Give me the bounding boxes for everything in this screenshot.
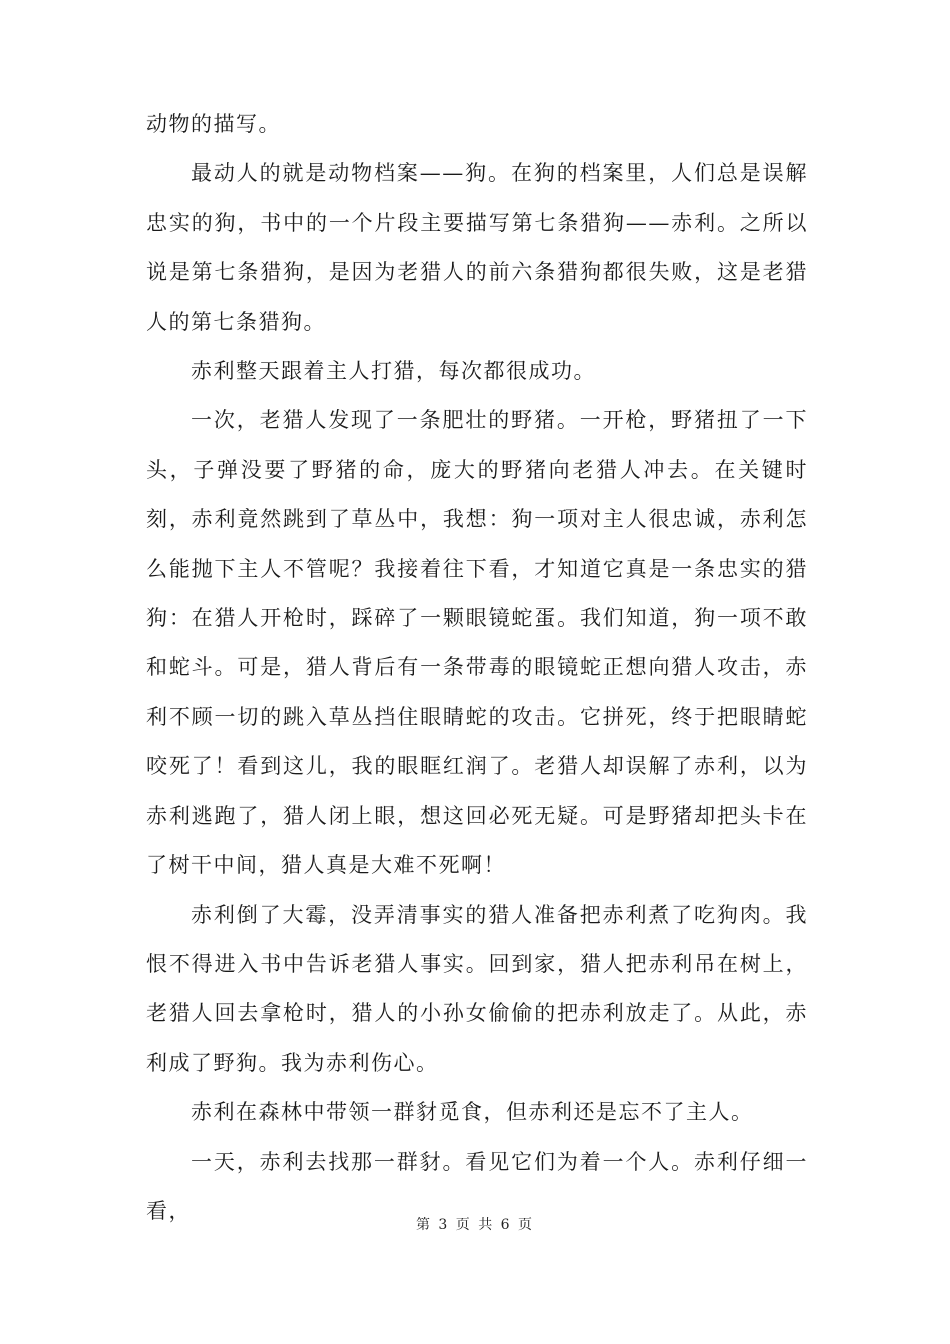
paragraph-dog-archive: 最动人的就是动物档案——狗。在狗的档案里，人们总是误解忠实的狗，书中的一个片段主要描写第七条猎狗——赤利。之所以说是第七条猎狗，是因为老猎人的前六条猎狗都很失败，这是老猎人的第七条猎狗。 <box>146 161 808 334</box>
paragraph-forest: 赤利在森林中带领一群豺觅食，但赤利还是忘不了主人。 <box>191 1100 754 1125</box>
paragraph-continuation: 动物的描写。 <box>146 112 281 136</box>
page-number-footer: 第 3 页 共 6 页 <box>415 1217 535 1233</box>
paragraph-misfortune: 赤利倒了大霉，没弄清事实的猎人准备把赤利煮了吃狗肉。我恨不得进入书中告诉老猎人事实。回到家，猎人把赤利吊在树上，老猎人回去拿枪时，猎人的小孙女偷偷的把赤利放走了。从此，赤利成了野狗。我为赤利伤心。 <box>146 902 808 1075</box>
paragraph-one-day: 一天，赤利去找那一群豺。看见它们为着一个人。赤利仔细一看， <box>146 1149 808 1223</box>
paragraph-wild-boar: 一次，老猎人发现了一条肥壮的野猪。一开枪，野猪扭了一下头，子弹没要了野猪的命，庞大的野猪向老猎人冲去。在关键时刻，赤利竟然跳到了草丛中，我想：狗一项对主人很忠诚，赤利怎么能抛下主人不管呢？我接着往下看，才知道它真是一条忠实的猎狗：在猎人开枪时，踩碎了一颗眼镜蛇蛋。我们知道，狗一项不敢和蛇斗。可是，猎人背后有一条带毒的眼镜蛇正想向猎人攻击，赤利不顾一切的跳入草丛挡住眼睛蛇的攻击。它拼死，终于把眼睛蛇咬死了！看到这儿，我的眼眶红润了。老猎人却误解了赤利，以为赤利逃跑了，猎人闭上眼，想这回必死无疑。可是野猪却把头卡在了树干中间，猎人真是大难不死啊！ <box>146 408 808 878</box>
paragraph-hunting: 赤利整天跟着主人打猎，每次都很成功。 <box>191 359 596 384</box>
body-text <box>146 100 808 1236</box>
